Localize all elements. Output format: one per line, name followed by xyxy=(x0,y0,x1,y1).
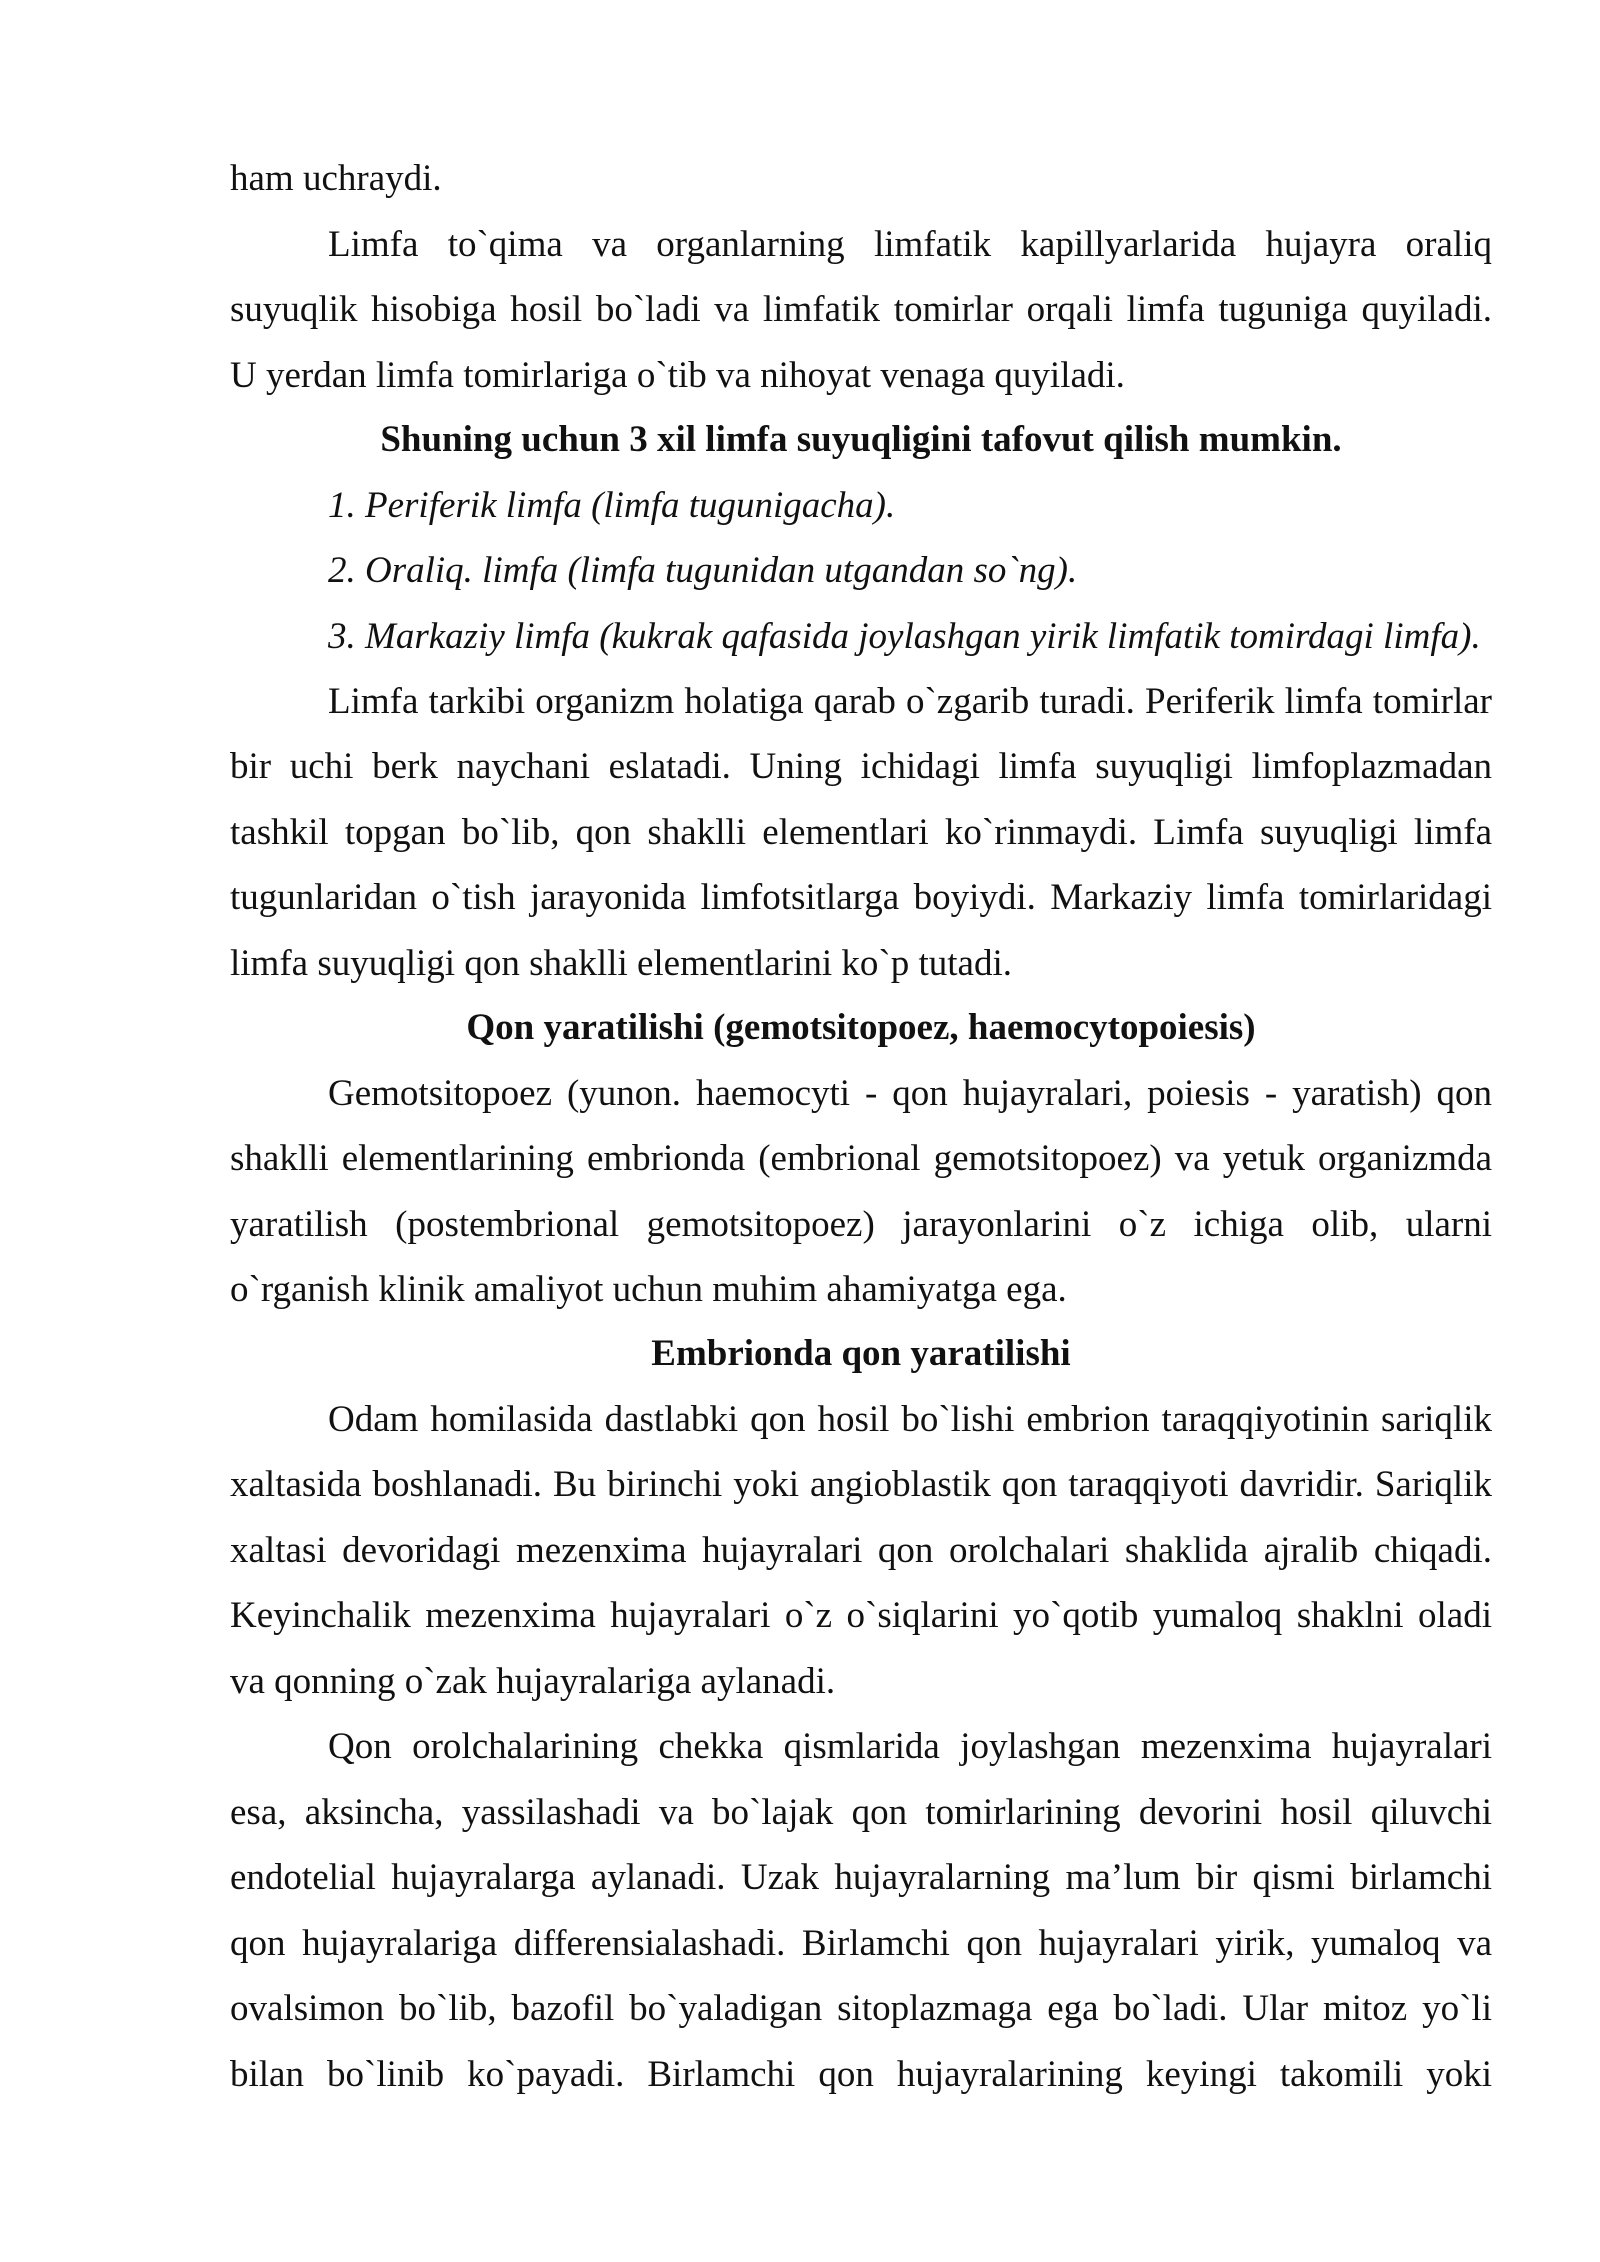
section-heading: Qon yaratilishi (gemotsitopoez, haemocytopoiesis) xyxy=(466,1007,1256,1048)
text-line: U yerdan limfa tomirlariga o`tib va nihoyat venaga quyiladi. xyxy=(230,355,1125,396)
text-line: qon hujayralariga differensialashadi. Birlamchi qon hujayralari yirik, yumaloq va xyxy=(230,1923,1492,1964)
section-heading: Shuning uchun 3 xil limfa suyuqligini tafovut qilish mumkin. xyxy=(380,419,1342,460)
text-line: tashkil topgan bo`lib, qon shaklli elementlari ko`rinmaydi. Limfa suyuqligi limfa xyxy=(230,812,1492,853)
list-item: 1. Periferik limfa (limfa tugunigacha). xyxy=(328,485,896,526)
paragraph-first-line: Limfa tarkibi organizm holatiga qarab o`zgarib turadi. Periferik limfa tomirlar xyxy=(328,681,1492,722)
text-line: tugunlaridan o`tish jarayonida limfotsitlarga boyiydi. Markaziy limfa tomirlaridagi xyxy=(230,877,1492,918)
text-line: xaltasida boshlanadi. Bu birinchi yoki angioblastik qon taraqqiyoti davridir. Sariqlik xyxy=(230,1464,1492,1505)
text-line: o`rganish klinik amaliyot uchun muhim ahamiyatga ega. xyxy=(230,1269,1067,1310)
text-line: bilan bo`linib ko`payadi. Birlamchi qon hujayralarining keyingi takomili yoki xyxy=(230,2054,1492,2095)
text-line: esa, aksincha, yassilashadi va bo`lajak qon tomirlarining devorini hosil qiluvchi xyxy=(230,1792,1492,1833)
paragraph-first-line: Qon orolchalarining chekka qismlarida joylashgan mezenxima hujayralari xyxy=(328,1726,1492,1767)
list-item: 3. Markaziy limfa (kukrak qafasida joylashgan yirik limfatik tomirdagi limfa). xyxy=(328,616,1481,657)
text-line: bir uchi berk naychani eslatadi. Uning ichidagi limfa suyuqligi limfoplazmadan xyxy=(230,746,1492,787)
text-line: yaratilish (postembrional gemotsitopoez) jarayonlarini o`z ichiga olib, ularni xyxy=(230,1204,1492,1245)
text-line: ovalsimon bo`lib, bazofil bo`yaladigan sitoplazmaga ega bo`ladi. Ular mitoz yo`li xyxy=(230,1988,1492,2029)
text-line: Keyinchalik mezenxima hujayralari o`z o`siqlarini yo`qotib yumaloq shaklni oladi xyxy=(230,1595,1492,1636)
paragraph-first-line: Limfa to`qima va organlarning limfatik kapillyarlarida hujayra oraliq xyxy=(328,224,1492,265)
text-line: limfa suyuqligi qon shaklli elementlarini ko`p tutadi. xyxy=(230,943,1013,984)
text-line: ham uchraydi. xyxy=(230,158,442,199)
text-line: endotelial hujayralarga aylanadi. Uzak hujayralarning ma’lum bir qismi birlamchi xyxy=(230,1857,1492,1898)
paragraph-first-line: Odam homilasida dastlabki qon hosil bo`lishi embrion taraqqiyotinin sariqlik xyxy=(328,1399,1492,1440)
text-line: xaltasi devoridagi mezenxima hujayralari qon orolchalari shaklida ajralib chiqadi. xyxy=(230,1530,1492,1571)
section-heading: Embrionda qon yaratilishi xyxy=(651,1333,1071,1374)
text-line: va qonning o`zak hujayralariga aylanadi. xyxy=(230,1661,836,1702)
text-line: suyuqlik hisobiga hosil bo`ladi va limfatik tomirlar orqali limfa tuguniga quyiladi. xyxy=(230,289,1492,330)
text-line: shaklli elementlarining embrionda (embrional gemotsitopoez) va yetuk organizmda xyxy=(230,1138,1492,1179)
list-item: 2. Oraliq. limfa (limfa tugunidan utgandan so`ng). xyxy=(328,550,1078,591)
paragraph-first-line: Gemotsitopoez (yunon. haemocyti - qon hujayralari, poiesis - yaratish) qon xyxy=(328,1073,1492,1114)
